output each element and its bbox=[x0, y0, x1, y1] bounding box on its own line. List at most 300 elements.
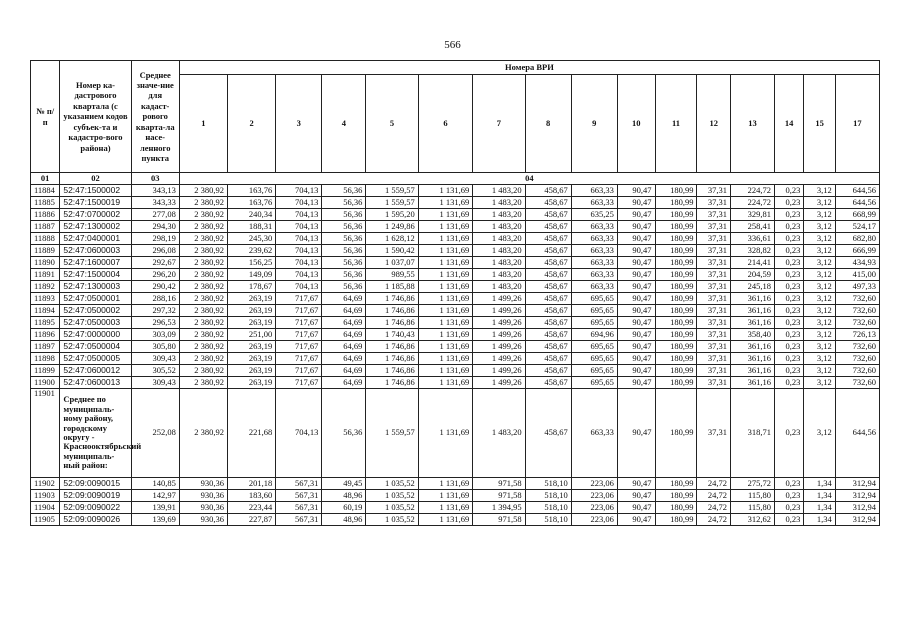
table-row bbox=[31, 377, 880, 389]
vri-value: 90,47 bbox=[617, 209, 655, 221]
average-value: 305,80 bbox=[131, 341, 179, 353]
vri-value: 90,47 bbox=[617, 389, 655, 478]
vri-number-header: 9 bbox=[571, 75, 617, 173]
average-value: 305,52 bbox=[131, 365, 179, 377]
vri-value: 2 380,92 bbox=[179, 209, 227, 221]
vri-value: 695,65 bbox=[571, 341, 617, 353]
vri-value: 180,99 bbox=[655, 221, 697, 233]
vri-value: 1 131,69 bbox=[418, 269, 472, 281]
vri-value: 458,67 bbox=[525, 269, 571, 281]
vri-value: 717,67 bbox=[276, 317, 322, 329]
vri-value: 732,60 bbox=[835, 317, 879, 329]
vri-value: 361,16 bbox=[730, 317, 774, 329]
vri-number-header: 15 bbox=[804, 75, 835, 173]
vri-value: 2 380,92 bbox=[179, 317, 227, 329]
table-row bbox=[31, 293, 880, 305]
vri-value: 704,13 bbox=[276, 197, 322, 209]
vri-value: 24,72 bbox=[697, 490, 731, 502]
vri-value: 180,99 bbox=[655, 281, 697, 293]
vri-value: 1 131,69 bbox=[418, 502, 472, 514]
row-number: 11897 bbox=[31, 341, 60, 353]
vri-value: 1 131,69 bbox=[418, 377, 472, 389]
vri-value: 336,61 bbox=[730, 233, 774, 245]
vri-value: 518,10 bbox=[525, 478, 571, 490]
cadastral-number: 52:09:0090015 bbox=[60, 478, 131, 490]
vri-value: 3,12 bbox=[804, 329, 835, 341]
vri-value: 567,31 bbox=[276, 490, 322, 502]
vri-value: 56,36 bbox=[322, 221, 366, 233]
vri-value: 3,12 bbox=[804, 185, 835, 197]
vri-value: 1 037,07 bbox=[366, 257, 418, 269]
vri-number-header: 6 bbox=[418, 75, 472, 173]
vri-value: 1 131,69 bbox=[418, 245, 472, 257]
vri-value: 180,99 bbox=[655, 377, 697, 389]
vri-value: 90,47 bbox=[617, 233, 655, 245]
average-value: 142,97 bbox=[131, 490, 179, 502]
vri-value: 0,23 bbox=[775, 377, 804, 389]
vri-value: 56,36 bbox=[322, 389, 366, 478]
vri-value: 1 483,20 bbox=[473, 281, 525, 293]
vri-value: 2 380,92 bbox=[179, 293, 227, 305]
vri-value: 0,23 bbox=[775, 281, 804, 293]
vri-value: 518,10 bbox=[525, 502, 571, 514]
vri-value: 251,00 bbox=[228, 329, 276, 341]
vri-value: 180,99 bbox=[655, 305, 697, 317]
vri-value: 663,33 bbox=[571, 257, 617, 269]
vri-value: 223,06 bbox=[571, 490, 617, 502]
vri-value: 0,23 bbox=[775, 389, 804, 478]
vri-value: 717,67 bbox=[276, 293, 322, 305]
vri-number-header: 5 bbox=[366, 75, 418, 173]
vri-value: 275,72 bbox=[730, 478, 774, 490]
row-number: 11889 bbox=[31, 245, 60, 257]
vri-value: 567,31 bbox=[276, 502, 322, 514]
vri-value: 635,25 bbox=[571, 209, 617, 221]
vri-value: 223,06 bbox=[571, 502, 617, 514]
vri-value: 989,55 bbox=[366, 269, 418, 281]
vri-value: 644,56 bbox=[835, 197, 879, 209]
vri-value: 1 131,69 bbox=[418, 281, 472, 293]
vri-value: 90,47 bbox=[617, 221, 655, 233]
vri-value: 263,19 bbox=[228, 293, 276, 305]
average-value: 303,09 bbox=[131, 329, 179, 341]
vri-value: 717,67 bbox=[276, 329, 322, 341]
vri-value: 1 131,69 bbox=[418, 197, 472, 209]
vri-value: 1 483,20 bbox=[473, 197, 525, 209]
vri-value: 328,82 bbox=[730, 245, 774, 257]
average-value: 140,85 bbox=[131, 478, 179, 490]
vri-value: 2 380,92 bbox=[179, 269, 227, 281]
vri-value: 214,41 bbox=[730, 257, 774, 269]
cadastral-number: 52:47:0500004 bbox=[60, 341, 131, 353]
vri-value: 64,69 bbox=[322, 317, 366, 329]
vri-value: 717,67 bbox=[276, 341, 322, 353]
vri-value: 717,67 bbox=[276, 353, 322, 365]
table-row bbox=[31, 502, 880, 514]
row-number: 11891 bbox=[31, 269, 60, 281]
vri-value: 1 131,69 bbox=[418, 353, 472, 365]
vri-value: 1 131,69 bbox=[418, 257, 472, 269]
vri-value: 183,60 bbox=[228, 490, 276, 502]
vri-value: 458,67 bbox=[525, 233, 571, 245]
vri-value: 37,31 bbox=[697, 341, 731, 353]
vri-value: 0,23 bbox=[775, 514, 804, 526]
vri-value: 567,31 bbox=[276, 478, 322, 490]
summary-label: Среднее по муниципаль-ному району, городскому округу - Краснооктябрьский муниципаль-ный район: bbox=[60, 389, 131, 478]
vri-value: 1 483,20 bbox=[473, 233, 525, 245]
vri-number-header: 4 bbox=[322, 75, 366, 173]
table-row bbox=[31, 353, 880, 365]
vri-value: 90,47 bbox=[617, 293, 655, 305]
vri-value: 180,99 bbox=[655, 257, 697, 269]
vri-value: 180,99 bbox=[655, 389, 697, 478]
vri-value: 1 746,86 bbox=[366, 341, 418, 353]
vri-value: 180,99 bbox=[655, 185, 697, 197]
vri-value: 458,67 bbox=[525, 221, 571, 233]
row-number: 11884 bbox=[31, 185, 60, 197]
vri-value: 1 595,20 bbox=[366, 209, 418, 221]
vri-value: 204,59 bbox=[730, 269, 774, 281]
cadastral-number: 52:47:0700002 bbox=[60, 209, 131, 221]
vri-value: 240,34 bbox=[228, 209, 276, 221]
table-row bbox=[31, 221, 880, 233]
cadastral-number: 52:47:0600013 bbox=[60, 377, 131, 389]
vri-value: 223,06 bbox=[571, 478, 617, 490]
vri-value: 37,31 bbox=[697, 389, 731, 478]
vri-value: 56,36 bbox=[322, 185, 366, 197]
vri-value: 1 499,26 bbox=[473, 377, 525, 389]
vri-value: 3,12 bbox=[804, 365, 835, 377]
vri-value: 180,99 bbox=[655, 490, 697, 502]
cadastral-number: 52:47:1600007 bbox=[60, 257, 131, 269]
vri-value: 1 499,26 bbox=[473, 317, 525, 329]
table-row bbox=[31, 514, 880, 526]
vri-value: 1 131,69 bbox=[418, 293, 472, 305]
vri-value: 1 483,20 bbox=[473, 245, 525, 257]
vri-value: 1 746,86 bbox=[366, 293, 418, 305]
vri-value: 1 131,69 bbox=[418, 389, 472, 478]
vri-number-header: 13 bbox=[730, 75, 774, 173]
vri-value: 3,12 bbox=[804, 293, 835, 305]
vri-value: 1 483,20 bbox=[473, 221, 525, 233]
vri-value: 37,31 bbox=[697, 197, 731, 209]
vri-value: 90,47 bbox=[617, 365, 655, 377]
cadastral-number: 52:47:0600003 bbox=[60, 245, 131, 257]
vri-number-header: 7 bbox=[473, 75, 525, 173]
vri-value: 318,71 bbox=[730, 389, 774, 478]
vri-value: 2 380,92 bbox=[179, 281, 227, 293]
vri-value: 1 590,42 bbox=[366, 245, 418, 257]
vri-value: 663,33 bbox=[571, 245, 617, 257]
vri-value: 37,31 bbox=[697, 329, 731, 341]
vri-value: 0,23 bbox=[775, 490, 804, 502]
vri-value: 56,36 bbox=[322, 209, 366, 221]
vri-value: 1,34 bbox=[804, 490, 835, 502]
average-value: 309,43 bbox=[131, 353, 179, 365]
vri-value: 663,33 bbox=[571, 185, 617, 197]
vri-value: 163,76 bbox=[228, 197, 276, 209]
vri-value: 704,13 bbox=[276, 221, 322, 233]
vri-value: 1 035,52 bbox=[366, 514, 418, 526]
vri-value: 2 380,92 bbox=[179, 257, 227, 269]
vri-number-header: 1 bbox=[179, 75, 227, 173]
vri-value: 2 380,92 bbox=[179, 245, 227, 257]
vri-value: 732,60 bbox=[835, 365, 879, 377]
vri-value: 930,36 bbox=[179, 478, 227, 490]
vri-value: 3,12 bbox=[804, 257, 835, 269]
vri-value: 0,23 bbox=[775, 269, 804, 281]
vri-value: 1 559,57 bbox=[366, 185, 418, 197]
valuation-table bbox=[30, 60, 880, 526]
vri-value: 263,19 bbox=[228, 341, 276, 353]
vri-value: 3,12 bbox=[804, 377, 835, 389]
vri-value: 64,69 bbox=[322, 293, 366, 305]
cadastral-number: 52:47:1500019 bbox=[60, 197, 131, 209]
vri-value: 704,13 bbox=[276, 209, 322, 221]
average-value: 297,32 bbox=[131, 305, 179, 317]
vri-value: 90,47 bbox=[617, 245, 655, 257]
vri-value: 180,99 bbox=[655, 197, 697, 209]
vri-value: 2 380,92 bbox=[179, 365, 227, 377]
vri-value: 458,67 bbox=[525, 257, 571, 269]
vri-value: 2 380,92 bbox=[179, 341, 227, 353]
vri-value: 90,47 bbox=[617, 502, 655, 514]
row-number: 11895 bbox=[31, 317, 60, 329]
table-row bbox=[31, 245, 880, 257]
row-number: 11903 bbox=[31, 490, 60, 502]
vri-value: 245,18 bbox=[730, 281, 774, 293]
vri-value: 458,67 bbox=[525, 317, 571, 329]
vri-value: 180,99 bbox=[655, 365, 697, 377]
vri-value: 312,94 bbox=[835, 478, 879, 490]
vri-value: 717,67 bbox=[276, 365, 322, 377]
vri-value: 3,12 bbox=[804, 317, 835, 329]
vri-value: 0,23 bbox=[775, 353, 804, 365]
vri-value: 1 628,12 bbox=[366, 233, 418, 245]
vri-value: 1 746,86 bbox=[366, 353, 418, 365]
vri-value: 37,31 bbox=[697, 245, 731, 257]
vri-value: 56,36 bbox=[322, 245, 366, 257]
average-value: 139,69 bbox=[131, 514, 179, 526]
vri-value: 163,76 bbox=[228, 185, 276, 197]
vri-value: 0,23 bbox=[775, 341, 804, 353]
vri-value: 704,13 bbox=[276, 281, 322, 293]
vri-value: 1 185,88 bbox=[366, 281, 418, 293]
vri-value: 458,67 bbox=[525, 329, 571, 341]
vri-value: 180,99 bbox=[655, 341, 697, 353]
vri-value: 518,10 bbox=[525, 490, 571, 502]
vri-value: 0,23 bbox=[775, 329, 804, 341]
vri-value: 90,47 bbox=[617, 185, 655, 197]
vri-value: 695,65 bbox=[571, 305, 617, 317]
cadastral-number: 52:09:0090026 bbox=[60, 514, 131, 526]
table-row bbox=[31, 185, 880, 197]
table-row bbox=[31, 478, 880, 490]
vri-value: 56,36 bbox=[322, 197, 366, 209]
vri-value: 90,47 bbox=[617, 281, 655, 293]
vri-value: 329,81 bbox=[730, 209, 774, 221]
vri-value: 156,25 bbox=[228, 257, 276, 269]
vri-value: 1 131,69 bbox=[418, 209, 472, 221]
col-header-average: Среднее значе-ние для кадаст-рового кварта-ла насе-ленного пункта bbox=[131, 61, 179, 173]
vri-value: 1 131,69 bbox=[418, 305, 472, 317]
vri-value: 223,44 bbox=[228, 502, 276, 514]
vri-value: 64,69 bbox=[322, 305, 366, 317]
table-row bbox=[31, 269, 880, 281]
vri-value: 695,65 bbox=[571, 377, 617, 389]
average-value: 277,08 bbox=[131, 209, 179, 221]
vri-value: 3,12 bbox=[804, 353, 835, 365]
vri-value: 180,99 bbox=[655, 245, 697, 257]
vri-value: 37,31 bbox=[697, 377, 731, 389]
vri-value: 1 131,69 bbox=[418, 478, 472, 490]
vri-value: 245,30 bbox=[228, 233, 276, 245]
col-header-cadastral: Номер ка-дастрового квартала (с указанием кодов субъек-та и кадастро-вого района) bbox=[60, 61, 131, 173]
vri-value: 0,23 bbox=[775, 245, 804, 257]
table-body bbox=[31, 185, 880, 526]
vri-value: 971,58 bbox=[473, 514, 525, 526]
vri-value: 1 483,20 bbox=[473, 269, 525, 281]
vri-value: 695,65 bbox=[571, 353, 617, 365]
vri-value: 263,19 bbox=[228, 353, 276, 365]
vri-value: 24,72 bbox=[697, 478, 731, 490]
row-number: 11888 bbox=[31, 233, 60, 245]
table-row bbox=[31, 209, 880, 221]
vri-number-header: 14 bbox=[775, 75, 804, 173]
cadastral-number: 52:09:0090022 bbox=[60, 502, 131, 514]
vri-value: 524,17 bbox=[835, 221, 879, 233]
vri-value: 0,23 bbox=[775, 233, 804, 245]
vri-value: 2 380,92 bbox=[179, 377, 227, 389]
page-number: 566 bbox=[444, 39, 461, 51]
vri-value: 90,47 bbox=[617, 197, 655, 209]
vri-value: 90,47 bbox=[617, 341, 655, 353]
row-number: 11887 bbox=[31, 221, 60, 233]
vri-value: 458,67 bbox=[525, 293, 571, 305]
vri-value: 1 483,20 bbox=[473, 209, 525, 221]
vri-value: 48,96 bbox=[322, 514, 366, 526]
vri-value: 2 380,92 bbox=[179, 329, 227, 341]
vri-value: 717,67 bbox=[276, 377, 322, 389]
vri-value: 180,99 bbox=[655, 514, 697, 526]
vri-value: 178,67 bbox=[228, 281, 276, 293]
vri-value: 180,99 bbox=[655, 317, 697, 329]
vri-value: 1 559,57 bbox=[366, 389, 418, 478]
vri-value: 458,67 bbox=[525, 185, 571, 197]
vri-value: 37,31 bbox=[697, 221, 731, 233]
vri-value: 361,16 bbox=[730, 341, 774, 353]
average-value: 292,67 bbox=[131, 257, 179, 269]
vri-value: 3,12 bbox=[804, 269, 835, 281]
vri-value: 263,19 bbox=[228, 305, 276, 317]
vri-value: 3,12 bbox=[804, 233, 835, 245]
vri-value: 1 483,20 bbox=[473, 185, 525, 197]
vri-value: 663,33 bbox=[571, 269, 617, 281]
vri-value: 732,60 bbox=[835, 293, 879, 305]
vri-value: 704,13 bbox=[276, 389, 322, 478]
vri-value: 1 499,26 bbox=[473, 293, 525, 305]
vri-value: 224,72 bbox=[730, 185, 774, 197]
vri-value: 2 380,92 bbox=[179, 233, 227, 245]
vri-value: 1 499,26 bbox=[473, 365, 525, 377]
vri-value: 695,65 bbox=[571, 293, 617, 305]
vri-value: 3,12 bbox=[804, 341, 835, 353]
vri-value: 732,60 bbox=[835, 353, 879, 365]
vri-number-header: 2 bbox=[228, 75, 276, 173]
cadastral-number: 52:47:0000000 bbox=[60, 329, 131, 341]
code-03: 03 bbox=[131, 173, 179, 185]
vri-value: 361,16 bbox=[730, 305, 774, 317]
vri-value: 37,31 bbox=[697, 293, 731, 305]
vri-value: 0,23 bbox=[775, 221, 804, 233]
vri-value: 90,47 bbox=[617, 257, 655, 269]
vri-value: 732,60 bbox=[835, 341, 879, 353]
vri-value: 0,23 bbox=[775, 197, 804, 209]
vri-value: 188,31 bbox=[228, 221, 276, 233]
vri-value: 930,36 bbox=[179, 490, 227, 502]
row-number: 11886 bbox=[31, 209, 60, 221]
cadastral-number: 52:47:1300003 bbox=[60, 281, 131, 293]
vri-value: 1 394,95 bbox=[473, 502, 525, 514]
vri-value: 64,69 bbox=[322, 341, 366, 353]
vri-value: 90,47 bbox=[617, 329, 655, 341]
vri-value: 0,23 bbox=[775, 185, 804, 197]
vri-value: 0,23 bbox=[775, 317, 804, 329]
table-row bbox=[31, 257, 880, 269]
vri-value: 115,80 bbox=[730, 502, 774, 514]
vri-value: 263,19 bbox=[228, 377, 276, 389]
vri-value: 458,67 bbox=[525, 197, 571, 209]
vri-value: 930,36 bbox=[179, 502, 227, 514]
vri-value: 1 131,69 bbox=[418, 185, 472, 197]
vri-value: 64,69 bbox=[322, 377, 366, 389]
vri-value: 1 746,86 bbox=[366, 377, 418, 389]
cadastral-number: 52:47:0400001 bbox=[60, 233, 131, 245]
vri-value: 704,13 bbox=[276, 269, 322, 281]
vri-value: 1 746,86 bbox=[366, 365, 418, 377]
vri-value: 1 131,69 bbox=[418, 221, 472, 233]
cadastral-number: 52:09:0090019 bbox=[60, 490, 131, 502]
vri-value: 682,80 bbox=[835, 233, 879, 245]
vri-value: 1 483,20 bbox=[473, 257, 525, 269]
vri-value: 704,13 bbox=[276, 233, 322, 245]
vri-value: 0,23 bbox=[775, 257, 804, 269]
vri-value: 668,99 bbox=[835, 209, 879, 221]
vri-value: 37,31 bbox=[697, 233, 731, 245]
vri-value: 90,47 bbox=[617, 353, 655, 365]
cadastral-number: 52:47:1500004 bbox=[60, 269, 131, 281]
vri-value: 717,67 bbox=[276, 305, 322, 317]
vri-value: 90,47 bbox=[617, 478, 655, 490]
vri-value: 971,58 bbox=[473, 478, 525, 490]
vri-value: 732,60 bbox=[835, 305, 879, 317]
vri-value: 361,16 bbox=[730, 377, 774, 389]
vri-value: 704,13 bbox=[276, 257, 322, 269]
vri-value: 49,45 bbox=[322, 478, 366, 490]
vri-value: 497,33 bbox=[835, 281, 879, 293]
vri-value: 2 380,92 bbox=[179, 389, 227, 478]
vri-value: 1 131,69 bbox=[418, 490, 472, 502]
vri-value: 666,99 bbox=[835, 245, 879, 257]
vri-value: 56,36 bbox=[322, 233, 366, 245]
vri-value: 48,96 bbox=[322, 490, 366, 502]
table-row bbox=[31, 365, 880, 377]
vri-value: 1,34 bbox=[804, 514, 835, 526]
vri-value: 180,99 bbox=[655, 329, 697, 341]
vri-value: 1 499,26 bbox=[473, 329, 525, 341]
vri-value: 180,99 bbox=[655, 478, 697, 490]
average-value: 343,33 bbox=[131, 197, 179, 209]
